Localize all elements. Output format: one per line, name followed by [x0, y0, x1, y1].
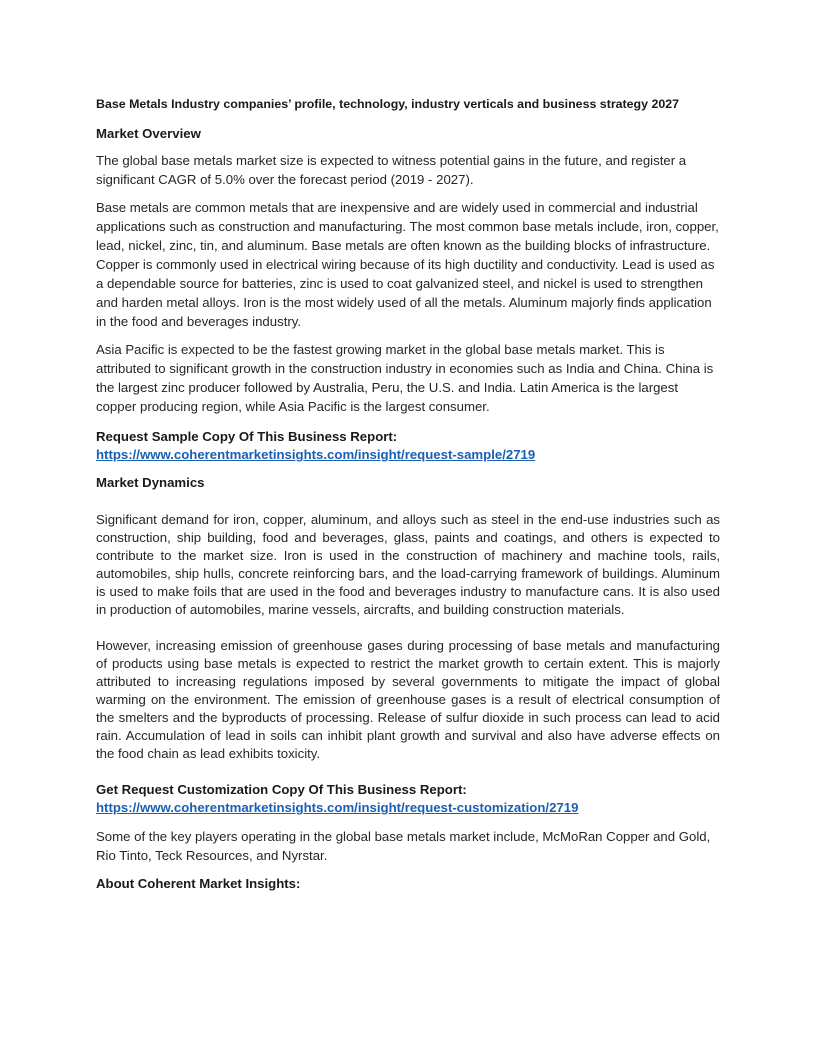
customization-request-label: Get Request Customization Copy Of This Business Report:	[96, 782, 467, 797]
sample-request-label: Request Sample Copy Of This Business Report:	[96, 429, 398, 444]
about-heading: About Coherent Market Insights:	[96, 876, 301, 891]
customization-request-block	[96, 781, 720, 817]
market-overview-heading: Market Overview	[96, 126, 201, 141]
market-dynamics-heading: Market Dynamics	[96, 475, 205, 490]
overview-paragraph-1: The global base metals market size is expected to witness potential gains in the future, and register a significant CAGR of 5.0% over the forecast period (2019 - 2027).	[96, 153, 687, 187]
key-players-paragraph: Some of the key players operating in the global base metals market include, McMoRan Copper and Gold, Rio Tinto, Teck Resources, and Nyrstar.	[96, 829, 711, 863]
dynamics-paragraph-1: Significant demand for iron, copper, aluminum, and alloys such as steel in the end-use industries such as construction, ship building, food and beverages, glass, paints and coatings, and others is expected to contribute to the market size. Iron is used in the construction of machinery and machine tools, rails, automobiles, ship hulls, concrete reinforcing bars, and the load-carrying framework of buildings. Aluminum is used to make foils that are used in the food and beverages industry to manufacture cans. It is also used in production of automobiles, marine vessels, aircrafts, and building construction materials.	[96, 512, 720, 617]
overview-paragraph-3: Asia Pacific is expected to be the fastest growing market in the global base metals market. This is attributed to significant growth in the construction industry in economies such as India and China. China is the largest zinc producer followed by Australia, Peru, the U.S. and India. Latin America is the largest copper producing region, while Asia Pacific is the largest consumer.	[96, 342, 714, 414]
sample-request-link[interactable]: https://www.coherentmarketinsights.com/insight/request-sample/2719	[96, 447, 536, 462]
document-title: Base Metals Industry companies’ profile, technology, industry verticals and business strategy 2027	[96, 97, 680, 111]
overview-paragraph-2: Base metals are common metals that are inexpensive and are widely used in commercial and industrial applications such as construction and manufacturing. The most common base metals include, iron, copper, lead, nickel, zinc, tin, and aluminum. Base metals are often known as the building blocks of infrastructure. Copper is commonly used in electrical wiring because of its high ductility and conductivity. Lead is used as a dependable source for batteries, zinc is used to coat galvanized steel, and nickel is used to strengthen and harden metal alloys. Iron is the most widely used of all the metals. Aluminum majorly finds application in the food and beverages industry.	[96, 200, 719, 329]
customization-request-link[interactable]: https://www.coherentmarketinsights.com/insight/request-customization/2719	[96, 800, 579, 815]
document-page	[96, 96, 720, 901]
sample-request-block	[96, 428, 720, 464]
dynamics-paragraph-2: However, increasing emission of greenhouse gases during processing of base metals and manufacturing of products using base metals is expected to restrict the market growth to certain extent. This is majorly attributed to increasing regulations imposed by several governments to mitigate the impact of global warming on the environment. The emission of greenhouse gases is a result of electrical consumption of the smelters and the byproducts of processing. Release of sulfur dioxide in such process can lead to acid rain. Accumulation of lead in soils can inhibit plant growth and survival and also have adverse effects on the food chain as lead exhibits toxicity.	[96, 638, 720, 761]
